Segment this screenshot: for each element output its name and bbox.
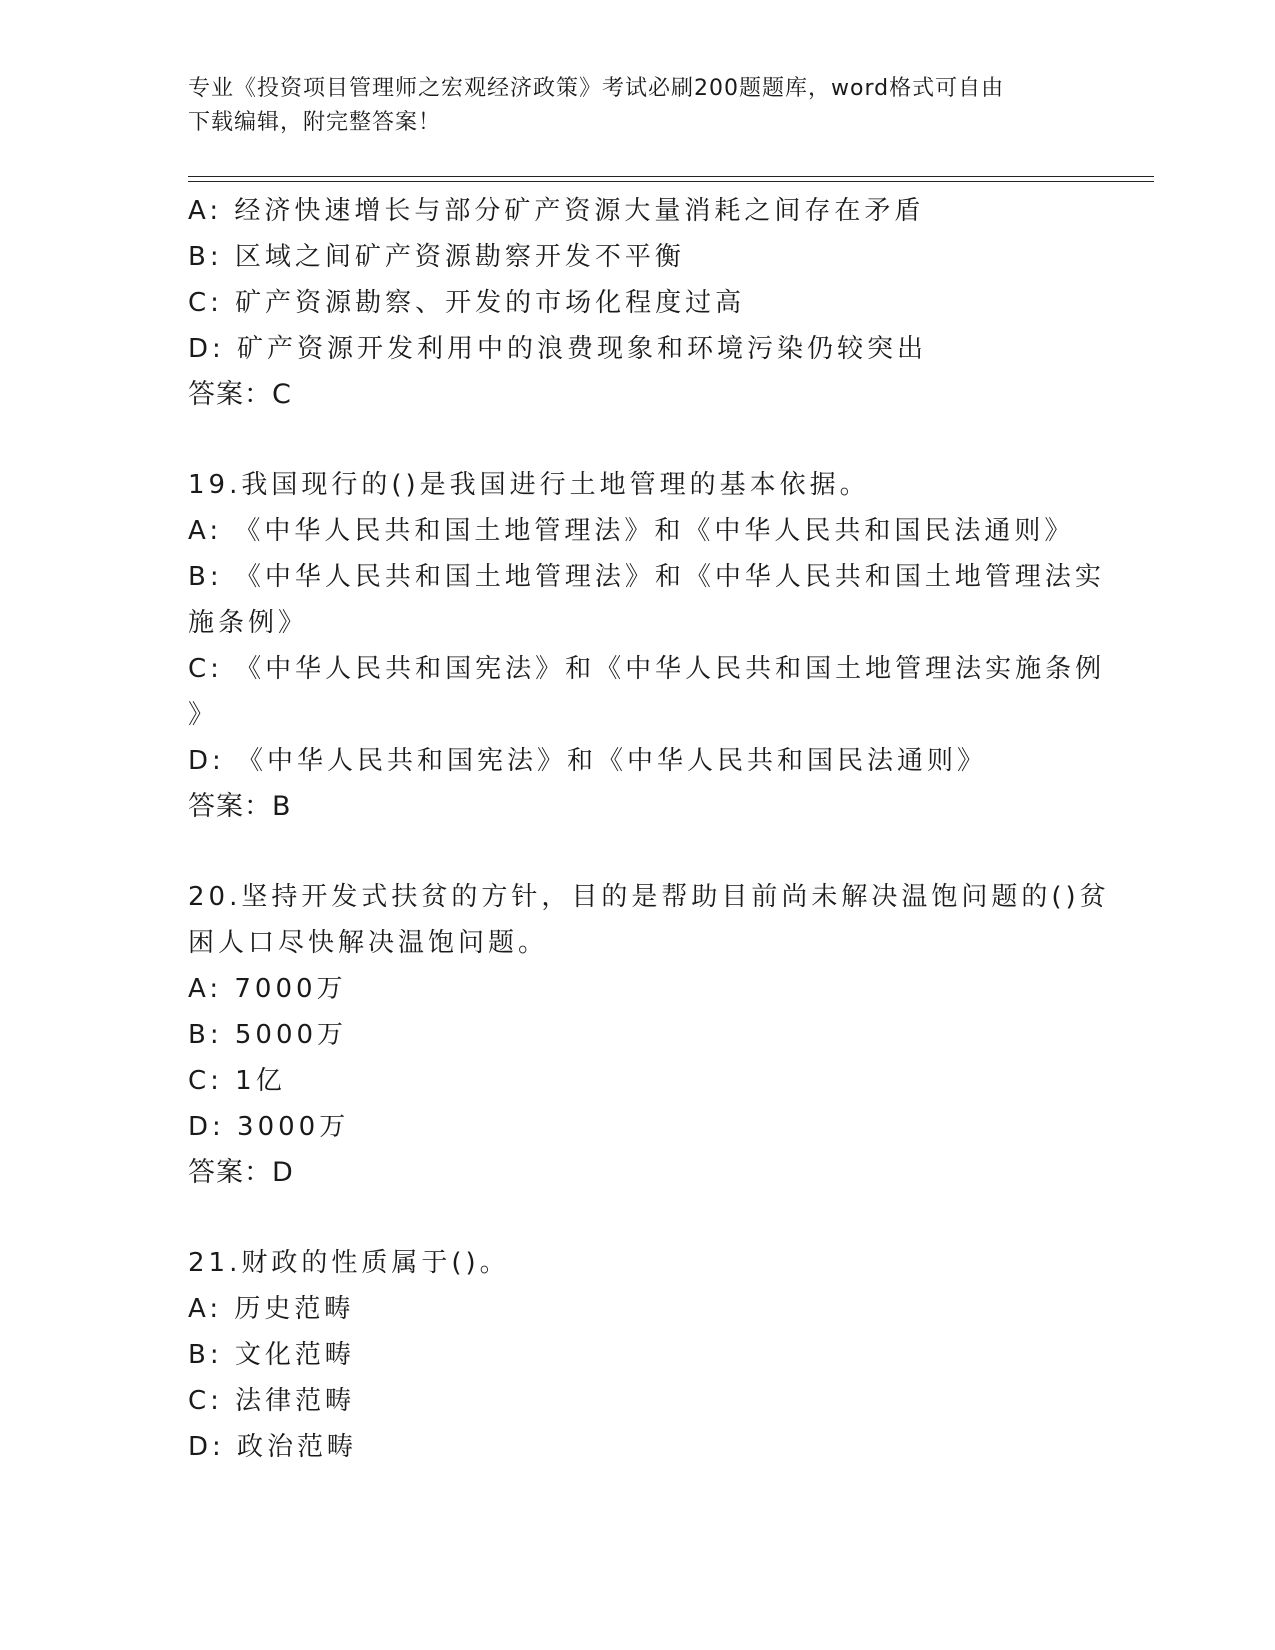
q21-option-d: D: 政治范畴 <box>188 1432 358 1462</box>
q20-question-cont: 困人口尽快解决温饱问题。 <box>188 928 549 958</box>
header-line-1: 专业《投资项目管理师之宏观经济政策》考试必刷200题题库，word格式可自由 <box>188 76 1005 101</box>
q18-option-b: B: 区域之间矿产资源勘察开发不平衡 <box>188 242 685 272</box>
spacer <box>188 418 1088 462</box>
q18-option-d: D: 矿产资源开发利用中的浪费现象和环境污染仍较突出 <box>188 334 928 364</box>
q19-option-c-cont: 》 <box>188 700 219 730</box>
q20-option-a: A: 7000万 <box>188 974 347 1004</box>
header-divider-top <box>188 176 1154 177</box>
q18-option-a: A: 经济快速增长与部分矿产资源大量消耗之间存在矛盾 <box>188 196 925 226</box>
q18-answer: 答案：C <box>188 379 292 410</box>
q20-option-c: C: 1亿 <box>188 1066 286 1096</box>
question-20 <box>188 874 1110 1196</box>
q19-option-c: C: 《中华人民共和国宪法》和《中华人民共和国土地管理法实施条例 <box>188 654 1106 684</box>
q21-question: 21.财政的性质属于()。 <box>188 1248 510 1278</box>
q19-option-b-cont: 施条例》 <box>188 608 309 638</box>
q19-question: 19.我国现行的()是我国进行土地管理的基本依据。 <box>188 470 870 500</box>
spacer <box>188 1196 1088 1240</box>
spacer <box>188 830 1088 874</box>
q19-answer: 答案：B <box>188 791 292 822</box>
question-18 <box>188 188 1088 418</box>
q21-option-c: C: 法律范畴 <box>188 1386 356 1416</box>
q19-option-d: D: 《中华人民共和国宪法》和《中华人民共和国民法通则》 <box>188 746 988 776</box>
q20-answer: 答案：D <box>188 1157 294 1188</box>
q20-option-b: B: 5000万 <box>188 1020 348 1050</box>
question-21 <box>188 1240 1088 1470</box>
q21-option-b: B: 文化范畴 <box>188 1340 355 1370</box>
document-header <box>188 72 1068 140</box>
q19-option-b: B: 《中华人民共和国土地管理法》和《中华人民共和国土地管理法实 <box>188 562 1105 592</box>
q19-option-a: A: 《中华人民共和国土地管理法》和《中华人民共和国民法通则》 <box>188 516 1075 546</box>
question-list <box>188 188 1110 1470</box>
q20-question: 20.坚持开发式扶贫的方针，目的是帮助目前尚未解决温饱问题的()贫 <box>188 882 1110 912</box>
q21-option-a: A: 历史范畴 <box>188 1294 355 1324</box>
q20-option-d: D: 3000万 <box>188 1112 350 1142</box>
header-line-2: 下载编辑，附完整答案！ <box>188 110 442 135</box>
question-19 <box>188 462 1106 830</box>
q18-option-c: C: 矿产资源勘察、开发的市场化程度过高 <box>188 288 746 318</box>
header-divider-bottom <box>188 181 1154 182</box>
